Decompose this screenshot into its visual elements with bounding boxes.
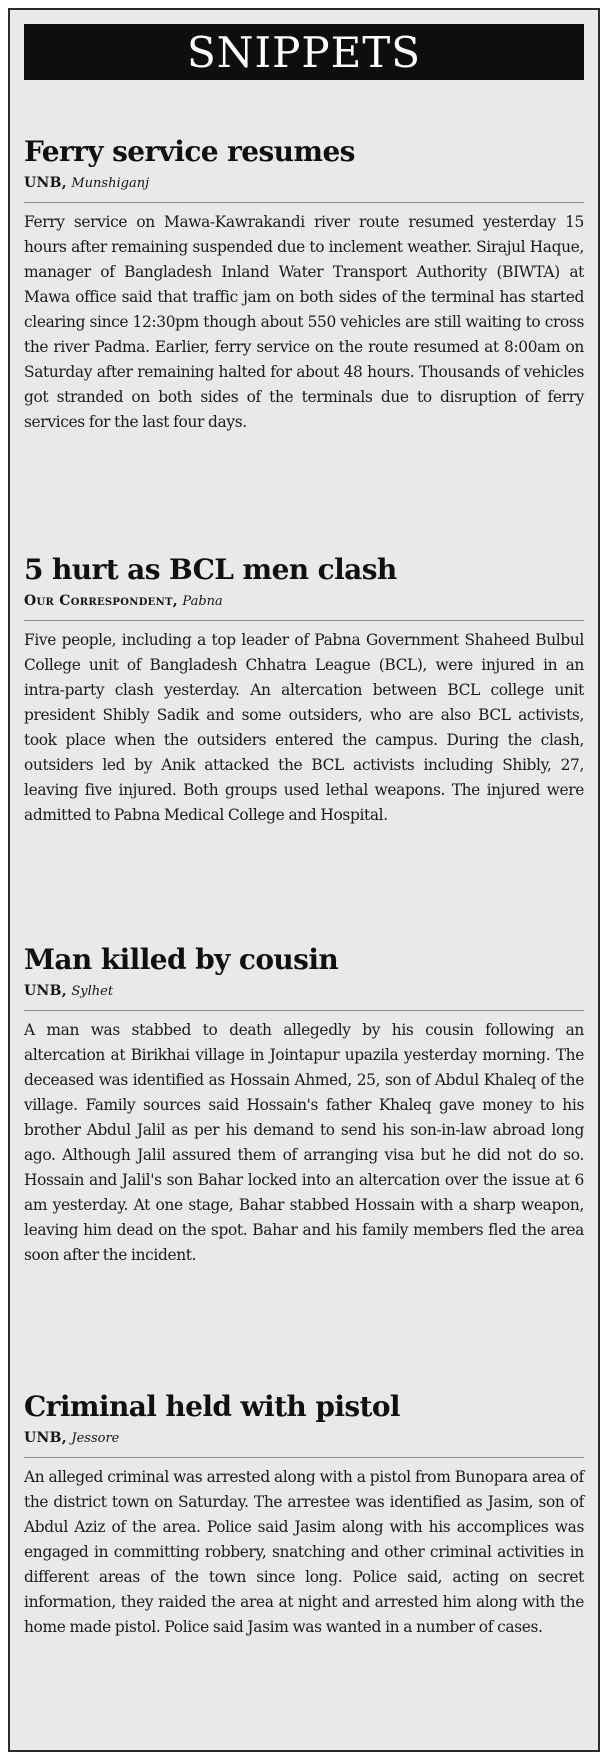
news-story bbox=[24, 552, 584, 828]
story-body: A man was stabbed to death allegedly by his cousin following an altercation at Birikhai village in Jointapur upazila yesterday morning. The deceased was identified as Hossain Ahmed, 25, son of Abdul Khaleq of the village. Family sources said Hossain's father Khaleq gave money to his brother Abdul Jalil as per his demand to send his son-in-law abroad long ago. Although Jalil assured them of arranging visa but he did not do so. Hossain and Jalil's son Bahar locked into an altercation over the issue at 6 am yesterday. At one stage, Bahar stabbed Hossain with a sharp weapon, leaving him dead on the spot. Bahar and his family members fled the area soon after the incident. bbox=[24, 1021, 584, 1264]
story-headline: Man killed by cousin bbox=[24, 943, 339, 976]
story-byline bbox=[24, 174, 584, 193]
story-headline: Criminal held with pistol bbox=[24, 1390, 400, 1423]
byline-place: Sylhet bbox=[71, 984, 114, 999]
divider bbox=[24, 1010, 584, 1011]
newspaper-clipping bbox=[8, 8, 600, 1752]
story-body: Ferry service on Mawa-Kawrakandi river route resumed yesterday 15 hours after remaining suspended due to inclement weather. Sirajul Haque, manager of Bangladesh Inland Water Transport Authority (BIWTA) at Mawa office said that traffic jam on both sides of the terminal has started clearing since 12:30pm though about 550 vehicles are still waiting to cross the river Padma. Earlier, ferry service on the route resumed at 8:00am on Saturday after remaining halted for about 48 hours. Thousands of vehicles got stranded on both sides of the terminals due to disruption of ferry services for the last four days. bbox=[24, 213, 584, 431]
byline-agency: UNB, bbox=[24, 1430, 67, 1446]
byline-place: Munshiganj bbox=[71, 176, 150, 191]
story-body: Five people, including a top leader of Pabna Government Shaheed Bulbul College unit of Bangladesh Chhatra League (BCL), were injured in an intra-party clash yesterday. An altercation between BCL college unit president Shibly Sadik and some outsiders, who are also BCL activists, took place when the outsiders entered the campus. During the clash, outsiders led by Anik attacked the BCL activists including Shibly, 27, leaving five injured. Both groups used lethal weapons. The injured were admitted to Pabna Medical College and Hospital. bbox=[24, 631, 584, 824]
byline-agency: UNB, bbox=[24, 175, 67, 191]
byline-place: Jessore bbox=[71, 1431, 120, 1446]
byline-agency: UNB, bbox=[24, 983, 67, 999]
story-headline: Ferry service resumes bbox=[24, 135, 355, 168]
story-byline bbox=[24, 592, 584, 611]
story-headline: 5 hurt as BCL men clash bbox=[24, 553, 397, 586]
story-body: An alleged criminal was arrested along with a pistol from Bunopara area of the district town on Saturday. The arrestee was identified as Jasim, son of Abdul Aziz of the area. Police said Jasim along with his accomplices was engaged in committing robbery, snatching and other criminal activities in different areas of the town since long. Police said, acting on secret information, they raided the area at night and arrested him along with the home made pistol. Police said Jasim was wanted in a number of cases. bbox=[24, 1468, 584, 1636]
divider bbox=[24, 1457, 584, 1458]
story-byline bbox=[24, 982, 584, 1001]
news-story bbox=[24, 134, 584, 435]
divider bbox=[24, 202, 584, 203]
divider bbox=[24, 620, 584, 621]
byline-place: Pabna bbox=[182, 594, 223, 609]
byline-agency: Our Correspondent, bbox=[24, 593, 178, 609]
story-byline bbox=[24, 1429, 584, 1448]
section-title: SNIPPETS bbox=[24, 24, 584, 80]
news-story bbox=[24, 1389, 584, 1640]
news-story bbox=[24, 942, 584, 1268]
